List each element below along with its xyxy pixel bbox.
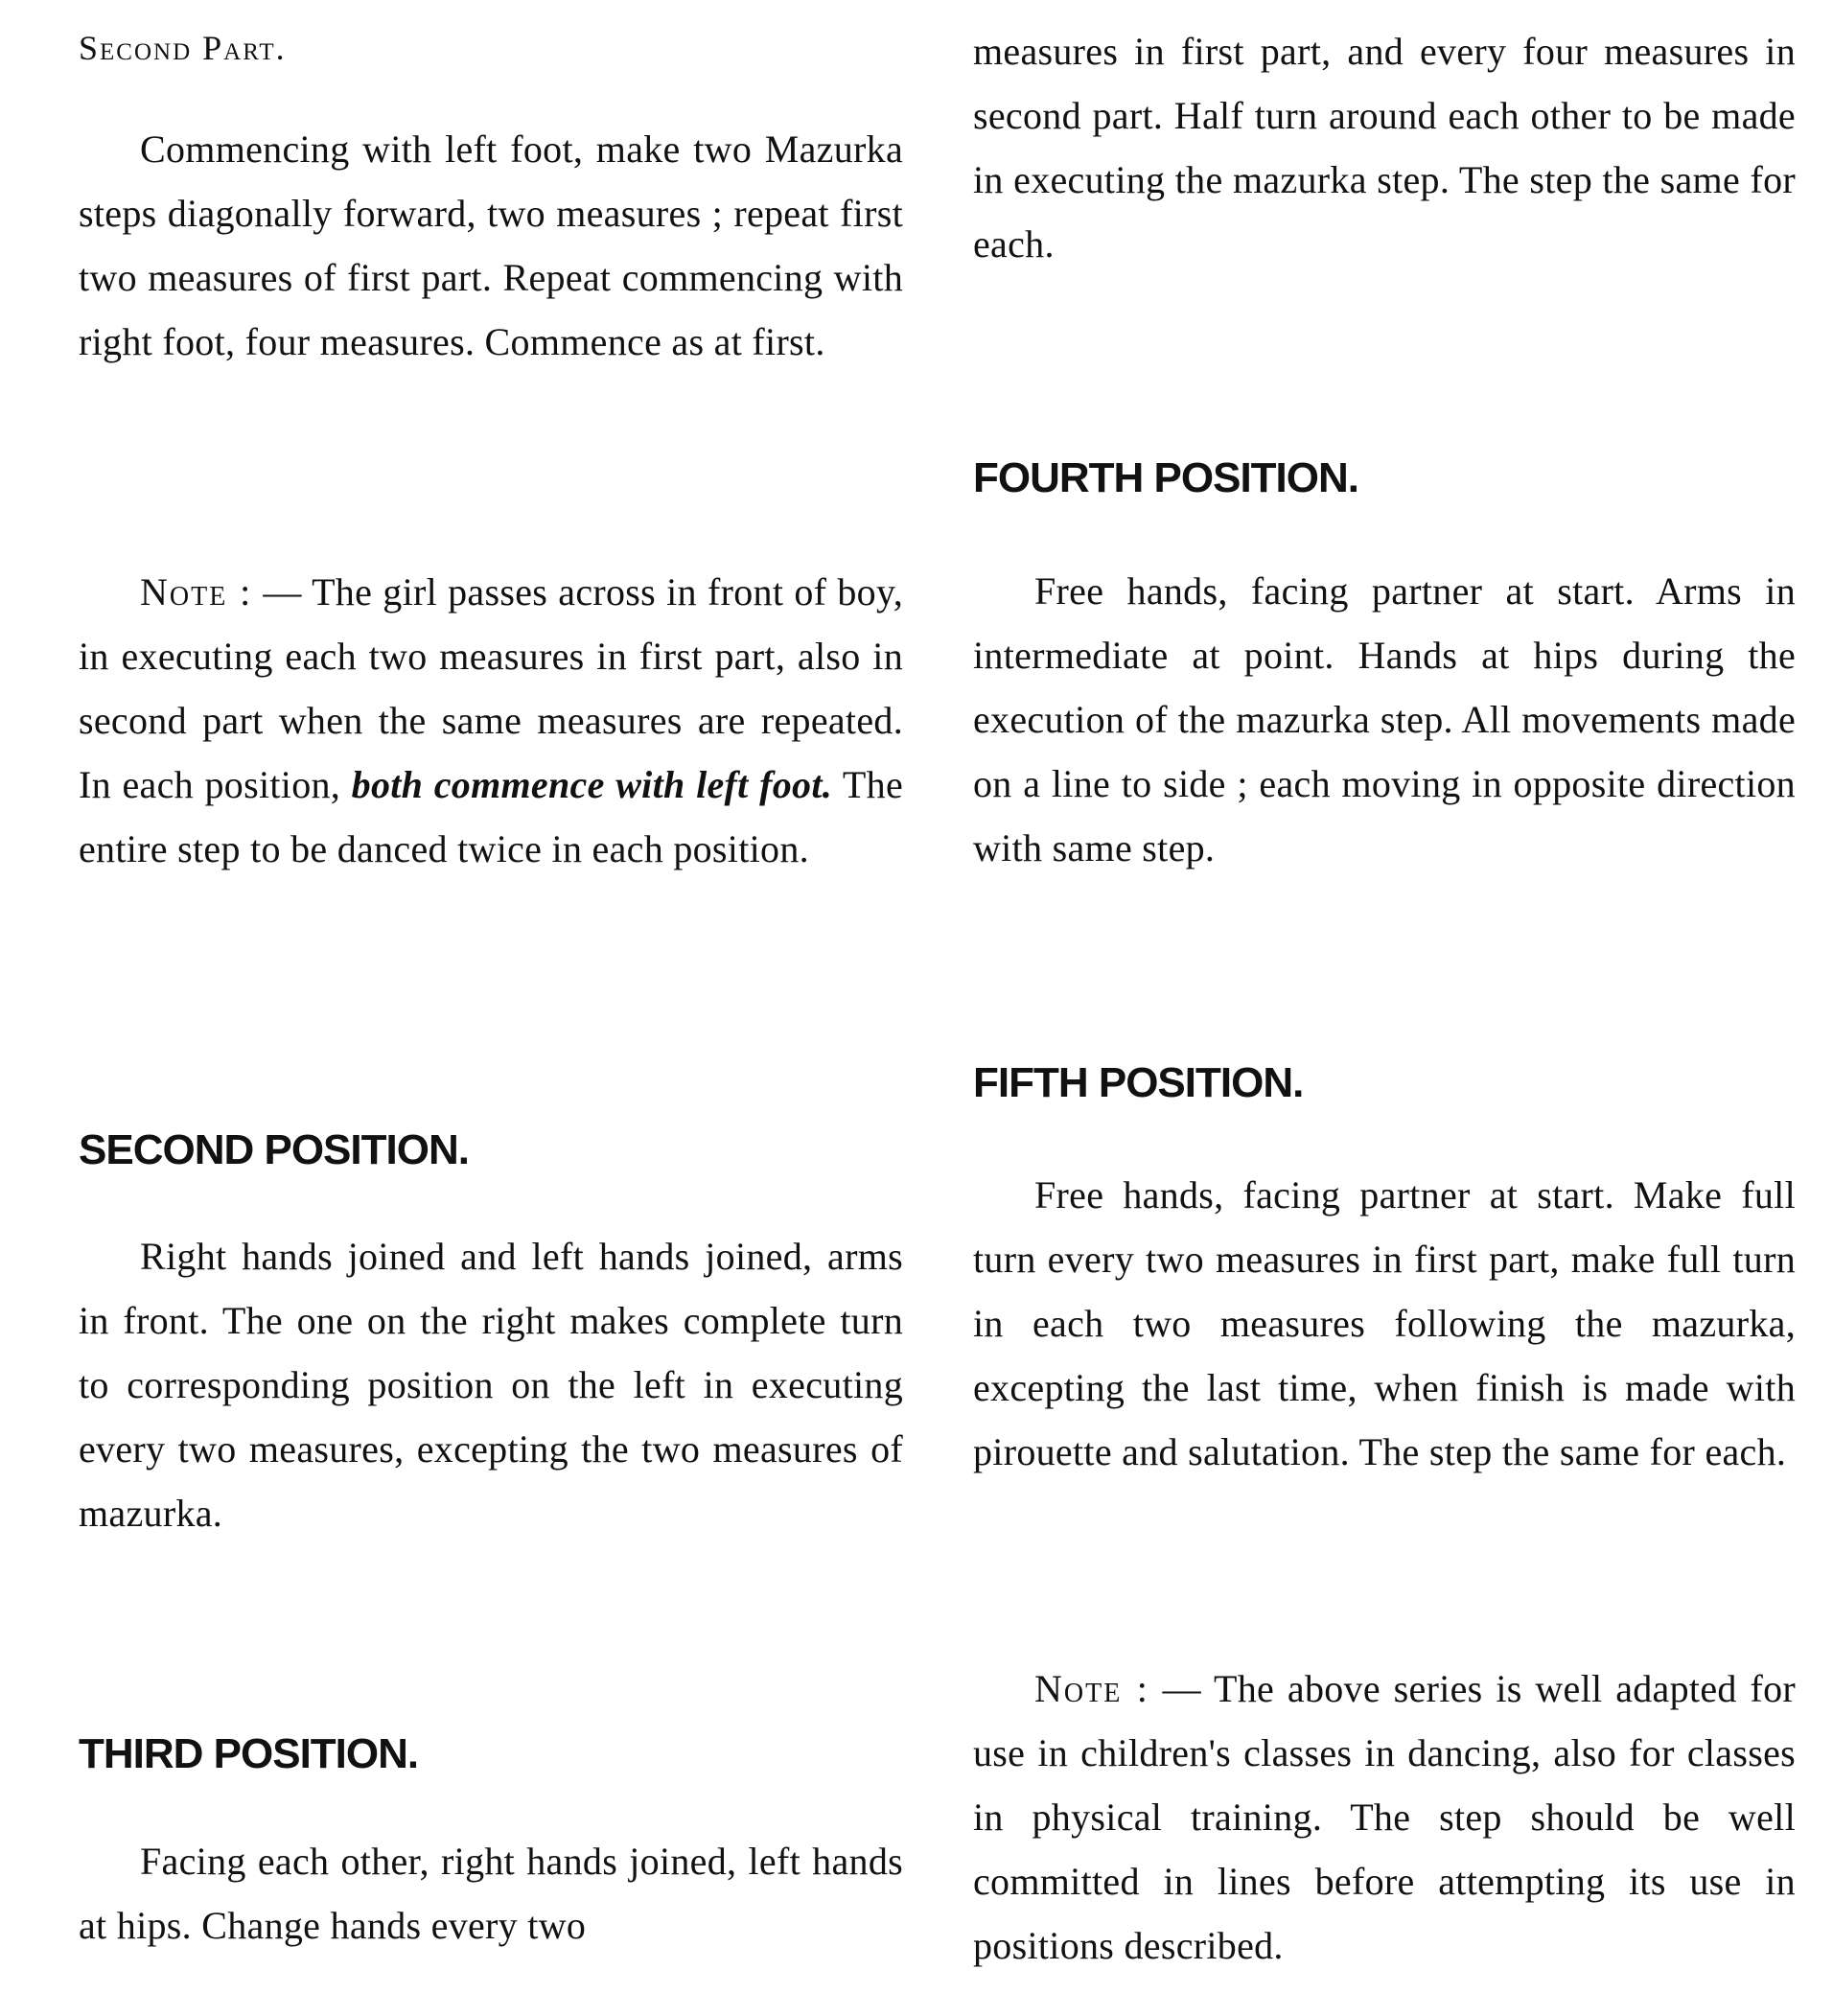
fifth-position-paragraph-block — [973, 1163, 1796, 1484]
second-note-block — [973, 1657, 1796, 1978]
third-position-paragraph-block — [79, 1829, 903, 1958]
note-emphasis: both commence with left foot. — [351, 763, 833, 806]
second-position-paragraph: Right hands joined and left hands joined, arms in front. The one on the right makes complete turn to corresponding position on the left in executing every two measures, excepting the two measures of mazurka. — [79, 1235, 903, 1535]
fourth-position-paragraph-block — [973, 559, 1796, 880]
second-note-label: Note : — [1034, 1667, 1149, 1710]
second-part-paragraph-block — [79, 117, 903, 374]
second-part-paragraph: Commencing with left foot, make two Mazurka steps diagonally forward, two measures ; repeat first two measures of first part. Repeat commencing with right foot, four measures. Commence as at first. — [79, 127, 903, 363]
fifth-position-paragraph: Free hands, facing partner at start. Make full turn every two measures in first part, make full turn in each two measures following the mazurka, excepting the last time, when finish is made with pirouette and salutation. The step the same for each. — [973, 1173, 1796, 1473]
note-label: Note : — [140, 570, 253, 614]
note-text-part-b: The entire step to be danced twice in each position. — [79, 763, 903, 870]
second-position-heading-block — [79, 1124, 903, 1177]
second-note-text: — The above series is well adapted for use in children's classes in dancing, also for classes in physical training. The step should be well committed in lines before attempting its use in positions described. — [973, 1667, 1796, 1967]
fourth-position-paragraph: Free hands, facing partner at start. Arms in intermediate at point. Hands at hips during the execution of the mazurka step. All movements made on a line to side ; each moving in opposite direction with same step. — [973, 569, 1796, 869]
third-position-continued-block — [973, 19, 1796, 276]
third-position-heading: THIRD POSITION. — [79, 1730, 419, 1777]
second-part-heading: Second Part. — [79, 29, 287, 67]
second-part-section — [79, 24, 903, 72]
third-position-heading-block — [79, 1727, 903, 1781]
third-position-continued-paragraph: measures in first part, and every four measures in second part. Half turn around each other to be made in executing the mazurka step. The step the same for each. — [973, 30, 1796, 266]
second-position-paragraph-block — [79, 1224, 903, 1545]
second-position-heading: SECOND POSITION. — [79, 1126, 469, 1173]
fourth-position-heading: FOURTH POSITION. — [973, 454, 1358, 501]
second-note-paragraph — [973, 1657, 1796, 1978]
note-text-part-a: — The girl passes across in front of boy, in executing each two measures in first part, also in second part when the same measures are repeated. In each position, — [79, 570, 903, 806]
note-block — [79, 560, 903, 881]
fourth-position-heading-block — [973, 452, 1796, 505]
fifth-position-heading-block — [973, 1056, 1796, 1110]
fifth-position-heading: FIFTH POSITION. — [973, 1059, 1304, 1106]
third-position-paragraph: Facing each other, right hands joined, left hands at hips. Change hands every two — [79, 1840, 903, 1947]
note-paragraph — [79, 560, 903, 881]
